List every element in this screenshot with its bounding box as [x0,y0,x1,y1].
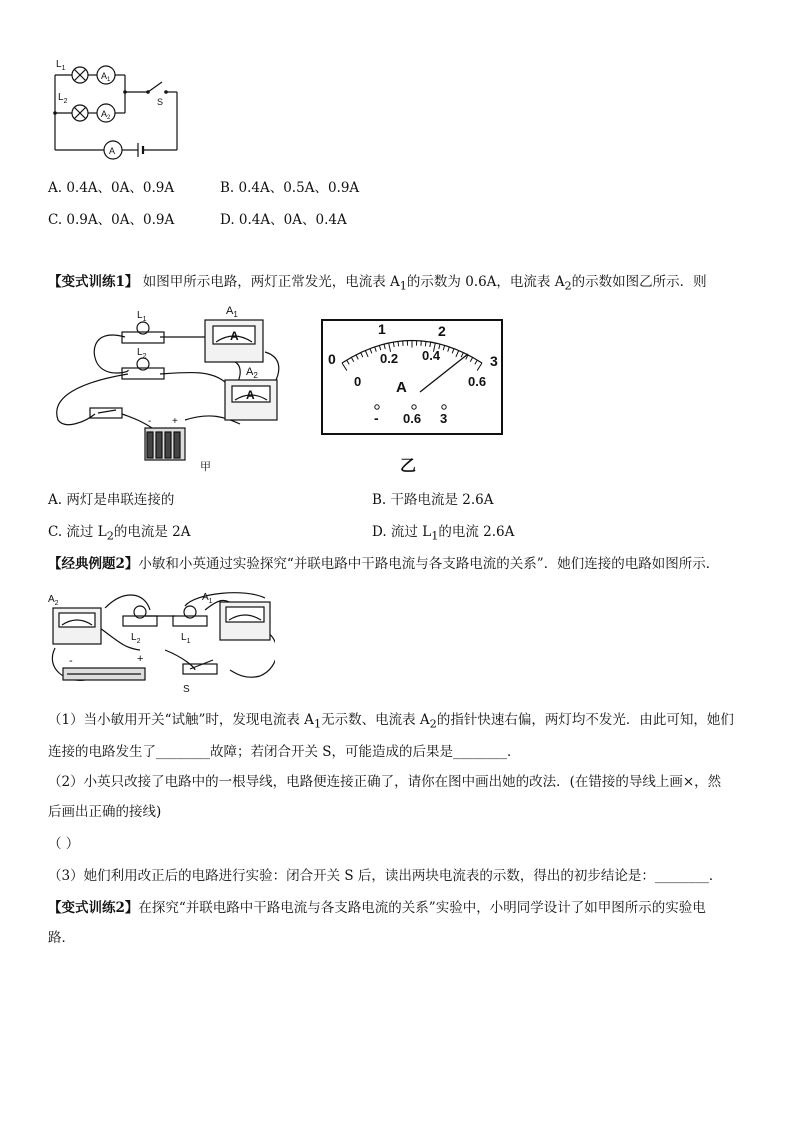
meter-bottom-label: 0 [354,374,362,389]
svg-text:A: A [246,388,255,402]
variant2-stem-line2: 路． [48,930,75,946]
figure-caption: 乙 [400,458,417,475]
svg-text:L2: $L_2$ [58,92,68,105]
meter-bottom-label: 0.4 [422,348,441,363]
variant2-stem-line1 [48,898,706,918]
option-text: C. 流过 L [48,524,107,540]
meter-tick [425,341,426,346]
example2-part1-line1 [48,710,734,735]
svg-text:A2: $A_2$ [246,366,258,380]
subscript: 2 [106,529,114,543]
option-text: 的电流是 2A [113,524,191,540]
meter-terminal-label: 3 [440,411,448,426]
variant1-option-d [372,522,514,547]
variant1-option-b: B. 干路电流是 2.6A [372,492,494,508]
svg-text:L1: $L_1$ [137,310,147,323]
subscript: 1 [399,279,407,293]
subscript: 2 [429,717,437,731]
example2-part2-answer-blank: （ ） [48,836,80,852]
subscript: 1 [313,717,322,731]
variant1-figure-yi-meter [320,318,505,478]
svg-text:A1: $A_1$ [101,71,111,83]
meter-top-label: 0 [328,351,336,367]
variant1-option-a: A. 两灯是串联连接的 [48,492,175,508]
variant1-stem [48,272,707,297]
meter-terminal-label: 0.6 [403,411,422,426]
variant1-stem-part: 如图甲所示电路，两灯正常发光，电流表 A [138,274,400,290]
svg-text:S: S [183,684,190,695]
meter-terminal-label: - [374,410,379,426]
option-text: D. 流过 L [372,524,432,540]
svg-text:-: - [69,655,73,667]
svg-text:S: S [157,97,164,107]
variant1-stem-part: 的示数为 0.6A，电流表 A [406,274,565,290]
svg-text:A: A [109,146,116,156]
svg-text:L2: $L_2$ [131,632,141,645]
svg-text:+: + [137,653,144,665]
q1-option-d: D. 0.4A、0A、0.4A [220,212,347,228]
svg-text:L2: $L_2$ [137,347,147,360]
example2-part2-line1: （2）小英只改接了电路中的一根导线，电路便连接正确了，请你在图中画出她的改法．(在错接的导线上画×，然 [48,774,722,790]
meter-bottom-label: 0.6 [468,374,487,389]
svg-text:A1: $A_1$ [226,305,238,319]
q1-option-c: C. 0.9A、0A、0.9A [48,212,175,228]
example2-part1-line2: 连接的电路发生了________故障；若闭合开关 S，可能造成的后果是________． [48,744,521,760]
text: 无示数、电流表 A [321,712,430,728]
text: 的指针快速右偏，两灯均不发光．由此可知，她们 [436,712,734,728]
svg-text:+: + [172,416,178,427]
subscript: 1 [431,529,439,543]
variant2-tag: 【变式训练2】 [48,900,139,916]
example2-tag: 【经典例题2】 [48,556,139,572]
variant1-stem-part: 的示数如图乙所示．则 [571,274,707,290]
variant1-tag: 【变式训练1】 [48,274,139,290]
svg-text:A1: $A_1$ [202,592,213,605]
example2-part3: （3）她们利用改正后的电路进行实验：闭合开关 S 后，读出两块电流表的示数，得出的初步结论是：________． [48,868,723,884]
svg-text:A2: $A_2$ [48,594,59,607]
meter-top-label: 1 [378,321,386,337]
q1-circuit-figure [50,55,185,165]
svg-text:A2: $A_2$ [101,109,111,121]
svg-text:L1: $L_1$ [181,632,191,645]
subscript: 2 [564,279,572,293]
variant2-stem-text: 在探究“并联电路中干路电流与各支路电流的关系”实验中，小明同学设计了如甲图所示的实验电 [138,900,706,916]
q1-option-a: A. 0.4A、0A、0.9A [48,180,175,196]
variant1-figure-jia [50,302,290,472]
svg-text:-: - [148,416,152,427]
meter-top-label: 3 [490,353,498,369]
meter-unit: A [396,379,407,396]
q1-option-b: B. 0.4A、0.5A、0.9A [220,180,360,196]
svg-text:A: A [230,329,239,343]
example2-circuit-figure [45,588,275,698]
variant1-option-c [48,522,191,547]
svg-text:L1: $L_1$ [56,59,66,72]
example2-stem-text: 小敏和小英通过实验探究“并联电路中干路电流与各支路电流的关系”．她们连接的电路如图所示． [138,556,720,572]
svg-text:甲: 甲 [200,461,211,472]
example2-part2-line2: 后画出正确的接线) [48,804,162,820]
meter-bottom-label: 0.2 [380,351,399,366]
meter-tick [398,341,399,346]
meter-top-label: 2 [438,323,446,339]
option-text: 的电流 2.6A [438,524,515,540]
example2-stem [48,554,719,574]
text: （1）当小敏用开关“试触”时，发现电流表 A [48,712,314,728]
